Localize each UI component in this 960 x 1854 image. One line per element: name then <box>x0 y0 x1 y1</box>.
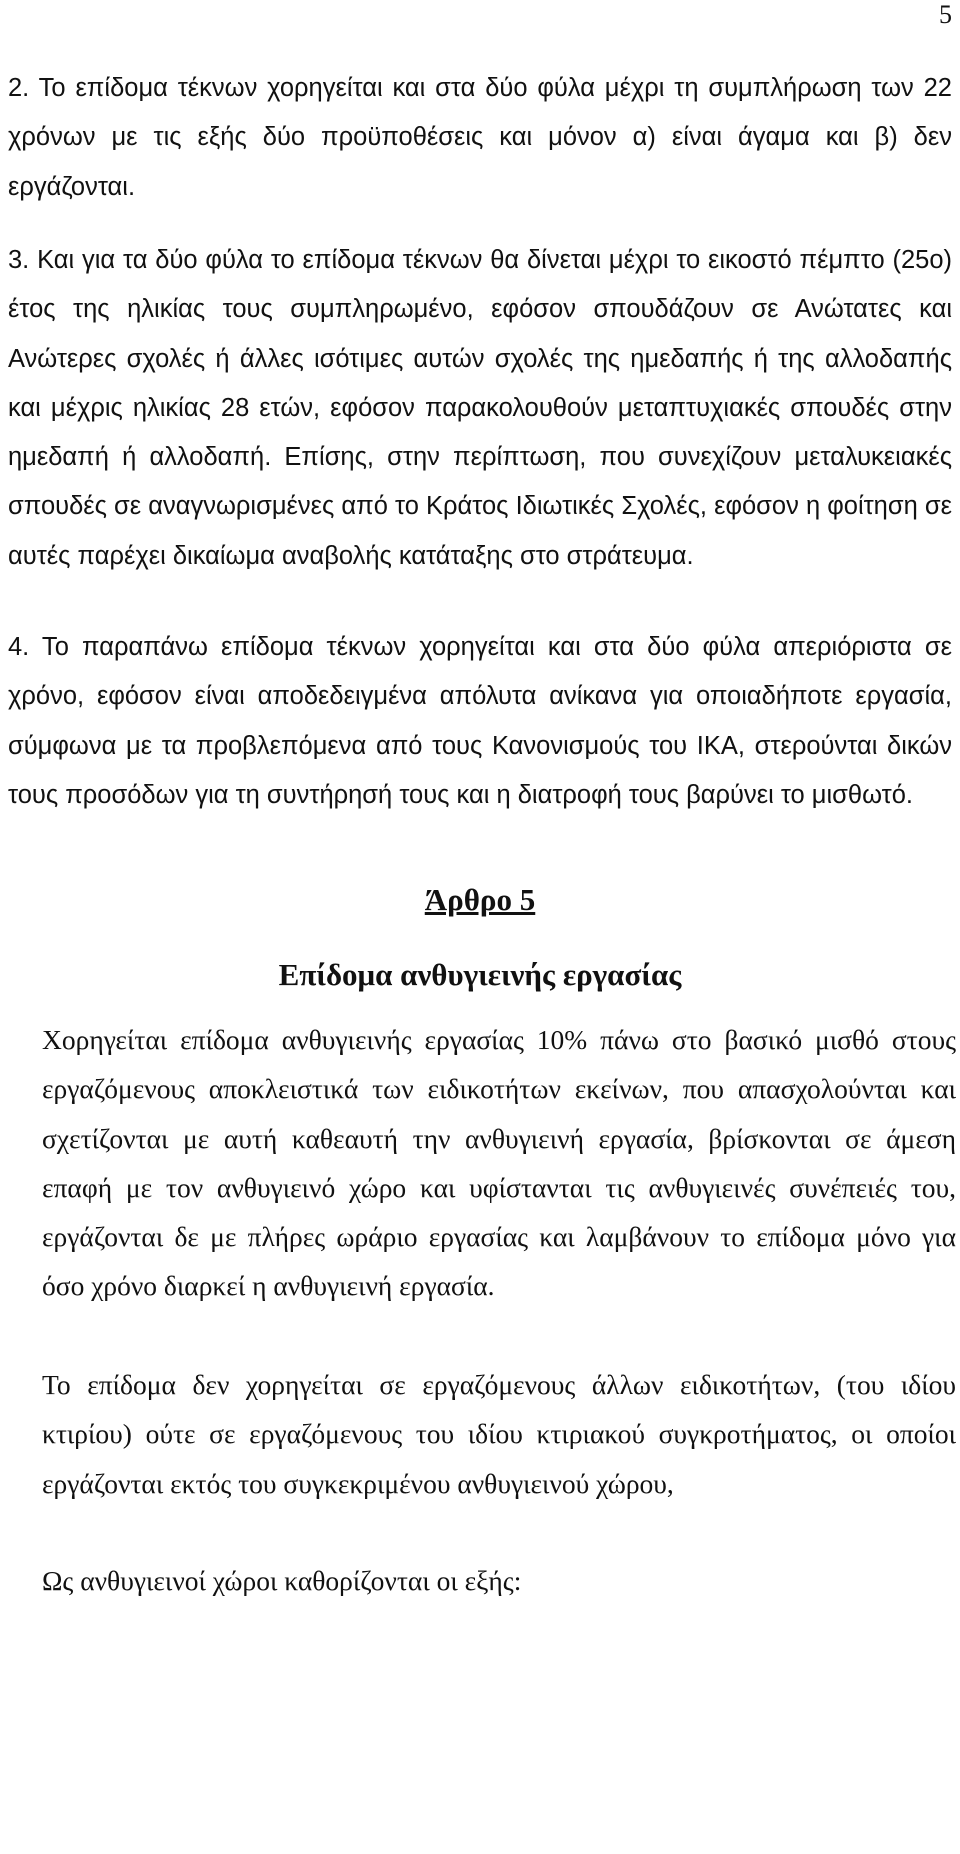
article-paragraph-1: Χορηγείται επίδομα ανθυγιεινής εργασίας 10% πάνω στο βασικό μισθό στους εργαζόμενους αποκλειστικά των ειδικοτήτων εκείνων, που απασχολούνται και σχετίζονται με αυτή καθεαυτή την ανθυγιεινή εργασία, βρίσκονται σε άμεση επαφή με τον ανθυγιεινό χώρο και υφίστανται τις ανθυγιεινές συνέπειές του, εργάζονται δε με πλήρες ωράριο εργασίας και λαμβάνουν το επίδομα μόνο για όσο χρόνο διαρκεί η ανθυγιεινή εργασία. <box>42 1024 956 1302</box>
article-paragraph-3: Ως ανθυγιεινοί χώροι καθορίζονται οι εξής: <box>42 1565 522 1596</box>
paragraph-2: 2. Το επίδομα τέκνων χορηγείται και στα δύο φύλα μέχρι τη συμπλήρωση των 22 χρόνων με τις εξής δύο προϋποθέσεις και μόνον α) είναι άγαμα και β) δεν εργάζονται. <box>8 74 952 201</box>
page-number: 5 <box>939 0 952 29</box>
paragraph-4: 4. Το παραπάνω επίδομα τέκνων χορηγείται και στα δύο φύλα απεριόριστα σε χρόνο, εφόσον είναι αποδεδειγμένα απόλυτα ανίκανα για οποιαδήποτε εργασία, σύμφωνα με τα προβλεπόμενα από τους Κανονισμούς του ΙΚΑ, στερούνται δικών τους προσόδων για τη συντήρησή τους και η διατροφή τους βαρύνει το μισθωτό. <box>8 633 952 809</box>
article-paragraph-2: Το επίδομα δεν χορηγείται σε εργαζόμενους άλλων ειδικοτήτων, (του ιδίου κτιρίου) ούτε σε εργαζόμενους του ιδίου κτιριακού συγκροτήματος, οι οποίοι εργάζονται εκτός του συγκεκριμένου ανθυγιεινού χώρου, <box>42 1369 956 1499</box>
paragraph-3: 3. Και για τα δύο φύλα το επίδομα τέκνων θα δίνεται μέχρι το εικοστό πέμπτο (25ο) έτος της ηλικίας τους συμπληρωμένο, εφόσον σπουδάζουν σε Ανώτατες και Ανώτερες σχολές ή άλλες ισότιμες αυτών σχολές της ημεδαπής ή της αλλοδαπής και μέχρις ηλικίας 28 ετών, εφόσον παρακολουθούν μεταπτυχιακές σπουδές στην ημεδαπή ή αλλοδαπή. Επίσης, στην περίπτωση, που συνεχίζουν μεταλυκειακές σπουδές σε αναγνωρισμένες από το Κράτος Ιδιωτικές Σχολές, εφόσον η φοίτηση σε αυτές παρέχει δικαίωμα αναβολής κατάταξης στο στράτευμα. <box>8 246 952 570</box>
article-title: Άρθρο 5 <box>424 882 536 917</box>
article-subtitle: Επίδομα ανθυγιεινής εργασίας <box>278 957 682 992</box>
